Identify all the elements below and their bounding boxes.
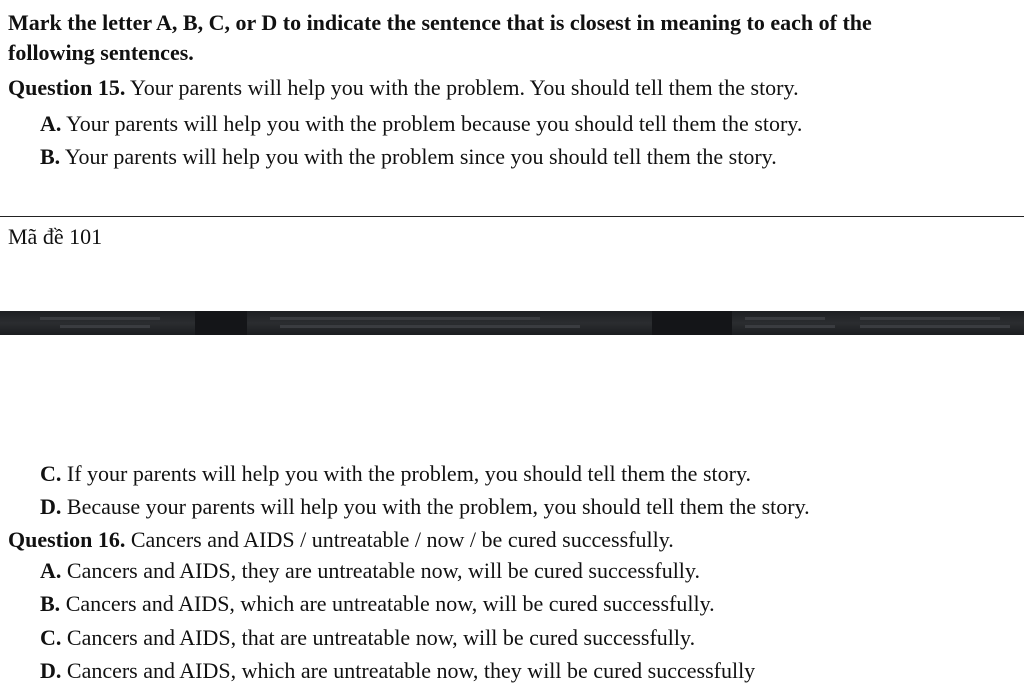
option-letter: B. <box>40 591 61 616</box>
question-15-label: Question 15. <box>8 75 126 100</box>
question-15-stem <box>8 75 799 101</box>
page-break-band <box>0 311 1024 335</box>
option-letter: B. <box>40 144 61 169</box>
option-text: Cancers and AIDS, that are untreatable now, will be cured successfully. <box>66 625 696 650</box>
question-16-text: Cancers and AIDS / untreatable / now / be cured successfully. <box>130 527 674 552</box>
option-text: Cancers and AIDS, which are untreatable now, will be cured successfully. <box>65 591 715 616</box>
question-15-text: Your parents will help you with the problem. You should tell them the story. <box>130 75 799 100</box>
option-text: Cancers and AIDS, which are untreatable now, they will be cured successfully <box>66 658 756 683</box>
instruction-line-1: Mark the letter A, B, C, or D to indicate the sentence that is closest in meaning to each of the <box>8 10 872 35</box>
option-letter: C. <box>40 625 62 650</box>
option-letter: C. <box>40 461 62 486</box>
q16-option-a <box>40 558 700 584</box>
q16-option-d <box>40 658 755 684</box>
option-text: If your parents will help you with the problem, you should tell them the story. <box>66 461 752 486</box>
q16-option-b <box>40 591 715 617</box>
option-text: Because your parents will help you with the problem, you should tell them the story. <box>66 494 810 519</box>
option-letter: A. <box>40 558 62 583</box>
option-letter: A. <box>40 111 62 136</box>
q15-option-b <box>40 144 777 170</box>
question-16-label: Question 16. <box>8 527 126 552</box>
instruction-line-2: following sentences. <box>8 40 194 65</box>
option-text: Your parents will help you with the problem since you should tell them the story. <box>64 144 777 169</box>
question-16-stem <box>8 527 674 553</box>
q15-option-a <box>40 111 802 137</box>
exam-code: Mã đề 101 <box>8 224 103 249</box>
option-text: Your parents will help you with the problem because you should tell them the story. <box>66 111 803 136</box>
q15-option-c <box>40 461 751 487</box>
option-letter: D. <box>40 494 62 519</box>
q16-option-c <box>40 625 695 651</box>
q15-option-d <box>40 494 810 520</box>
option-text: Cancers and AIDS, they are untreatable now, will be cured successfully. <box>66 558 700 583</box>
option-letter: D. <box>40 658 62 683</box>
page-divider <box>0 216 1024 217</box>
